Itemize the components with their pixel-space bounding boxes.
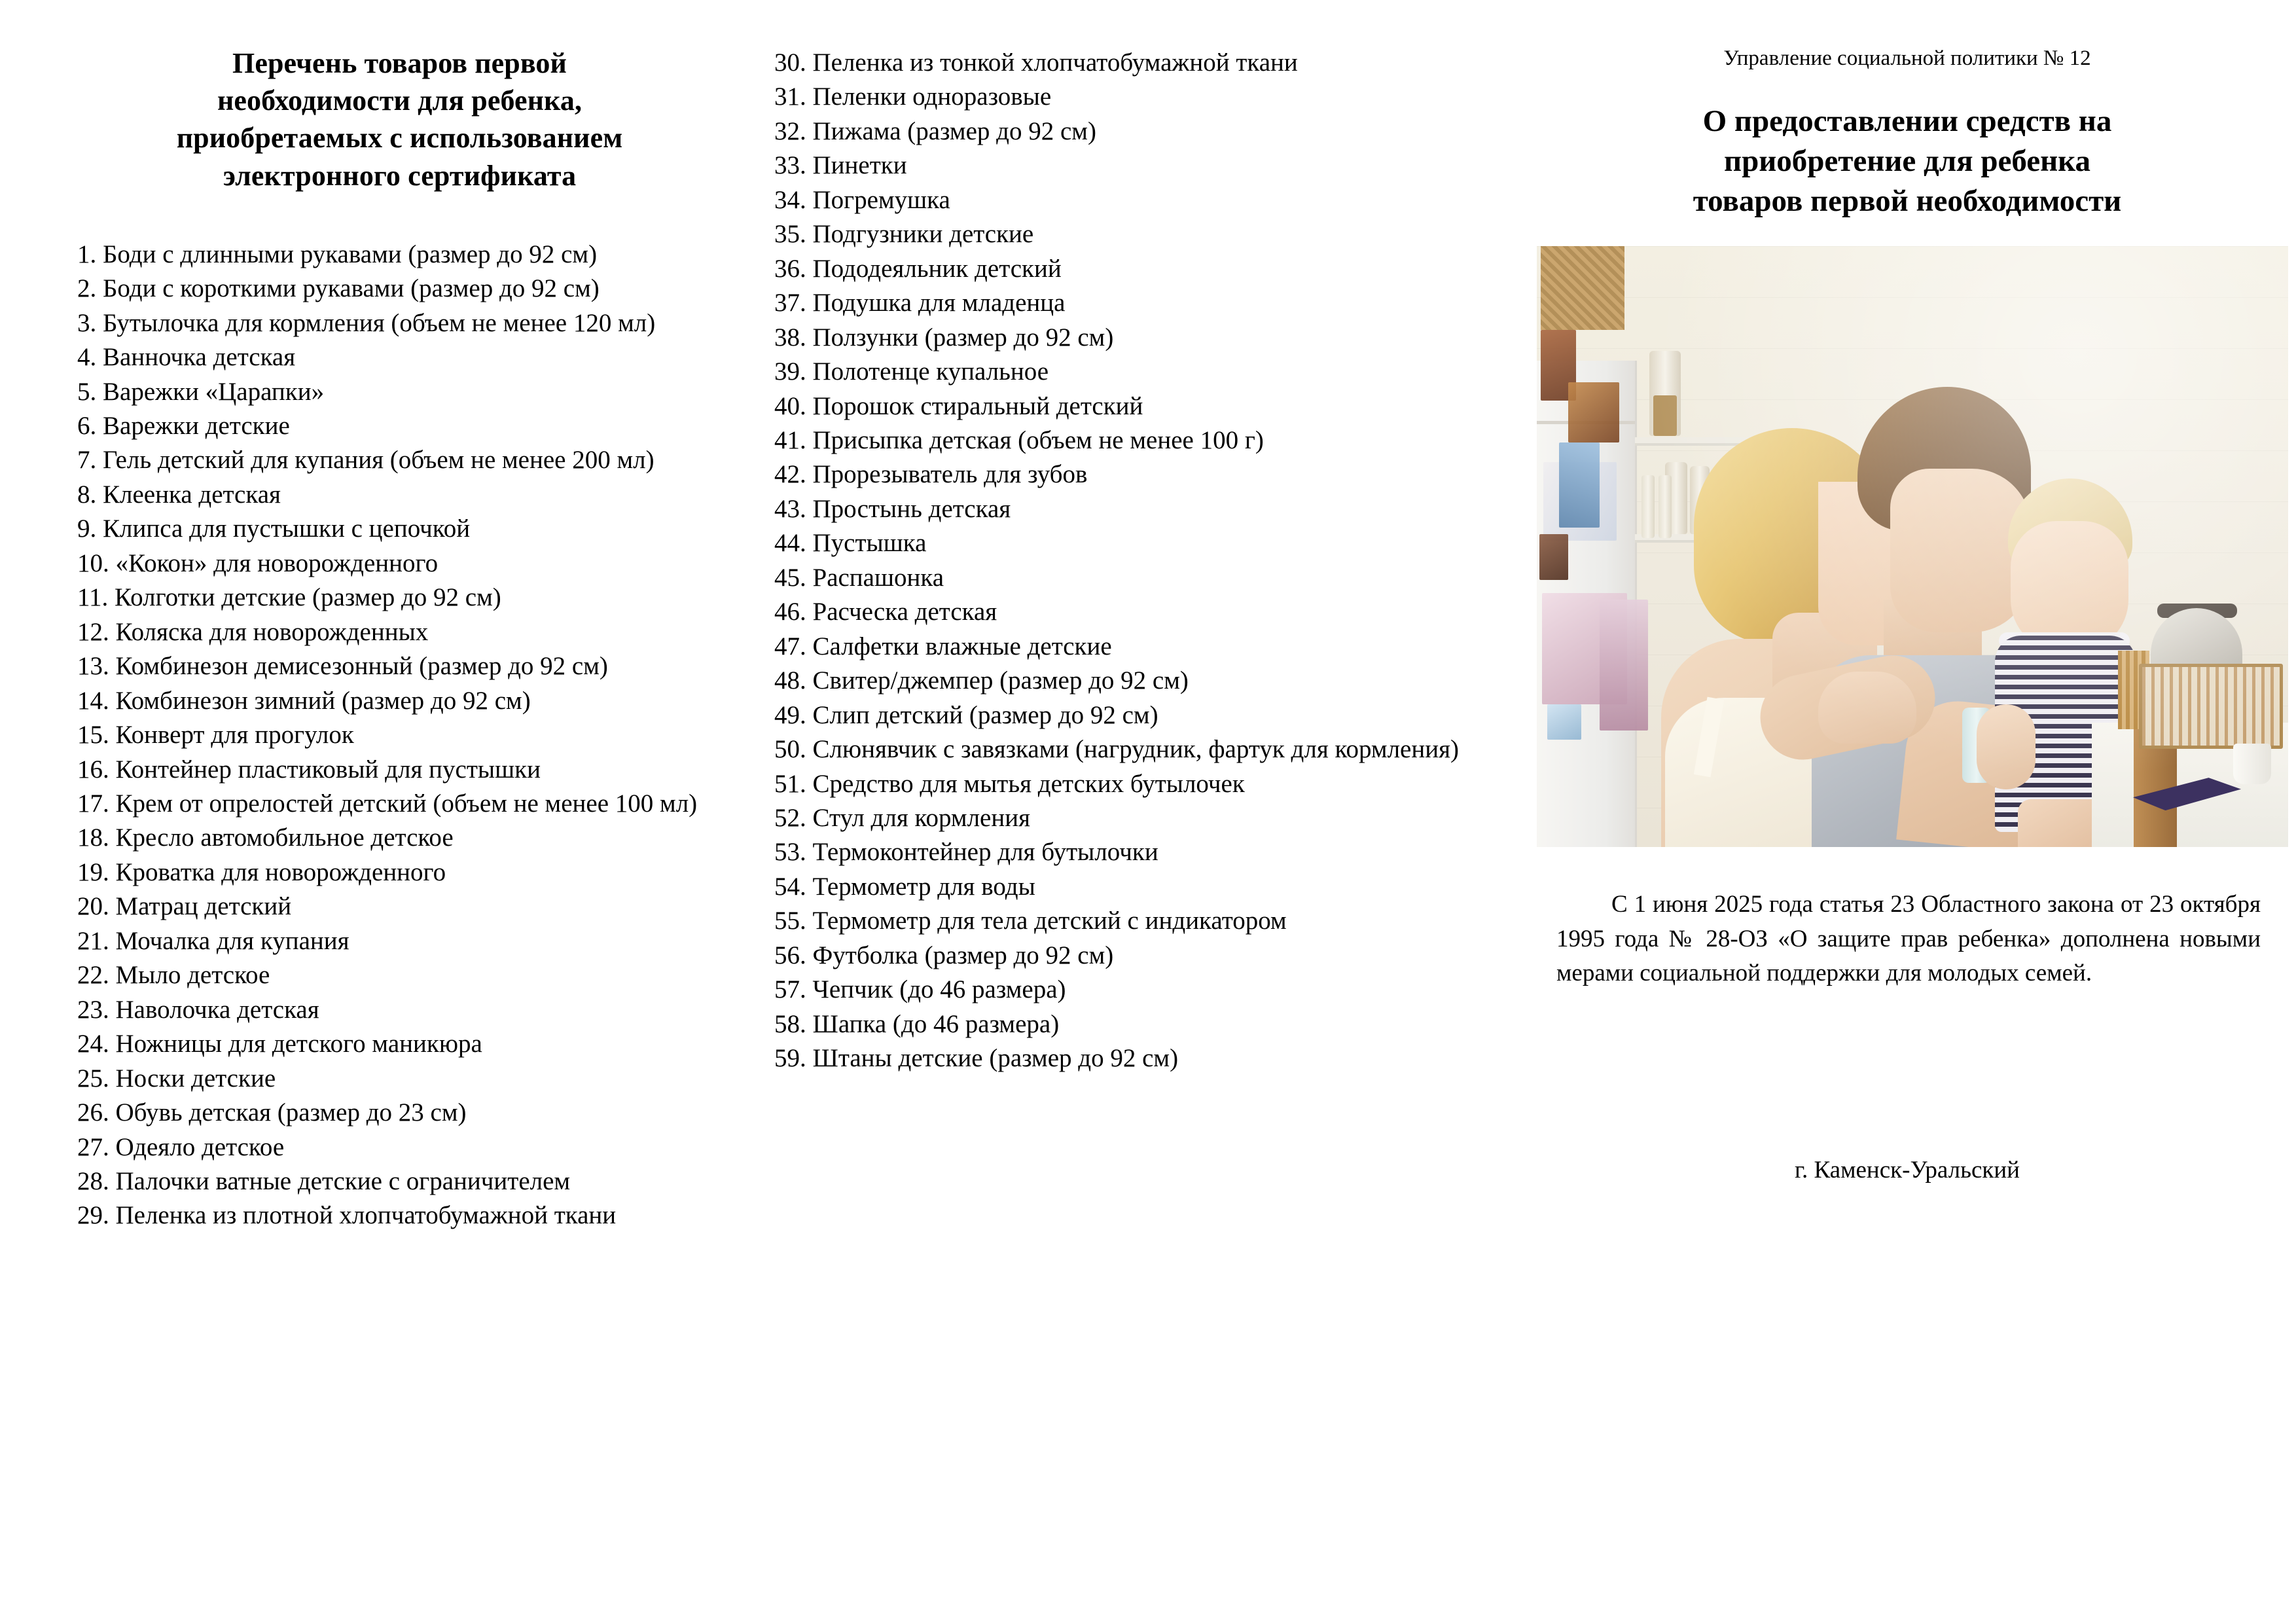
list-item: 33. Пинетки <box>774 151 907 180</box>
heading-line-3: приобретаемых с использованием <box>176 122 623 154</box>
list-item: 3. Бутылочка для кормления (объем не менее 120 мл) <box>77 308 656 337</box>
list-heading <box>77 45 722 194</box>
list-item: 27. Одеяло детское <box>77 1132 285 1161</box>
list-item: 11. Колготки детские (размер до 92 см) <box>77 583 501 612</box>
list-item: 44. Пустышка <box>774 529 927 558</box>
fridge-note-magnet <box>1559 442 1600 528</box>
list-item: 51. Средство для мытья детских бутылочек <box>774 769 1245 798</box>
list-item: 7. Гель детский для купания (объем не менее 200 мл) <box>77 446 655 475</box>
heading-line-1: Перечень товаров первой <box>232 47 567 79</box>
list-item: 46. Расческа детская <box>774 598 997 626</box>
column-three <box>1525 0 2296 1624</box>
list-item: 49. Слип детский (размер до 92 см) <box>774 700 1158 729</box>
list-item: 35. Подгузники детские <box>774 220 1034 249</box>
list-item: 41. Присыпка детская (объем не менее 100 г) <box>774 425 1264 454</box>
list-item: 30. Пеленка из тонкой хлопчатобумажной ткани <box>774 48 1298 77</box>
list-item: 1. Боди с длинными рукавами (размер до 92 см) <box>77 240 598 268</box>
list-item: 17. Крем от опрелостей детский (объем не менее 100 мл) <box>77 789 698 818</box>
list-item: 22. Мыло детское <box>77 961 270 990</box>
fridge-photo-magnet <box>1539 534 1568 580</box>
list-item: 4. Ванночка детская <box>77 343 296 372</box>
list-item: 36. Пододеяльник детский <box>774 254 1062 283</box>
list-item: 8. Клеенка детская <box>77 480 281 509</box>
family-kitchen-photo <box>1537 246 2288 847</box>
list-item: 23. Наволочка детская <box>77 995 319 1024</box>
list-item: 45. Распашонка <box>774 563 944 592</box>
list-item: 25. Носки детские <box>77 1064 276 1092</box>
list-item: 55. Термометр для тела детский с индикатором <box>774 907 1287 935</box>
list-item: 59. Штаны детские (размер до 92 см) <box>774 1044 1179 1073</box>
list-item: 37. Подушка для младенца <box>774 289 1066 317</box>
list-item: 12. Коляска для новорожденных <box>77 617 429 646</box>
list-item: 38. Ползунки (размер до 92 см) <box>774 323 1114 352</box>
list-item: 26. Обувь детская (размер до 23 см) <box>77 1098 467 1127</box>
department-name: Управление социальной политики № 12 <box>1723 46 2091 70</box>
goods-list-part-one <box>77 238 722 1233</box>
list-item: 43. Простынь детская <box>774 494 1011 523</box>
list-item: 50. Слюнявчик с завязками (нагрудник, фартук для кормления) <box>774 735 1460 764</box>
shelf-bottle <box>1641 475 1655 538</box>
list-item: 5. Варежки «Царапки» <box>77 377 325 406</box>
list-item: 28. Палочки ватные детские с ограничителем <box>77 1166 571 1195</box>
title-line-1: О предоставлении средств на <box>1702 103 2112 138</box>
column-one <box>0 0 762 1624</box>
list-item: 14. Комбинезон зимний (размер до 92 см) <box>77 686 531 715</box>
list-item: 32. Пижама (размер до 92 см) <box>774 117 1096 145</box>
list-item: 40. Порошок стиральный детский <box>774 391 1143 420</box>
city-name: г. Каменск-Уральский <box>1794 1156 2020 1183</box>
list-item: 19. Кроватка для новорожденного <box>77 857 446 886</box>
list-item: 29. Пеленка из плотной хлопчатобумажной ткани <box>77 1201 617 1230</box>
baby-arm <box>1977 704 2036 789</box>
list-item: 24. Ножницы для детского маникюра <box>77 1030 482 1058</box>
list-item: 18. Кресло автомобильное детское <box>77 823 454 852</box>
heading-line-4: электронного сертификата <box>223 159 577 192</box>
list-item: 13. Комбинезон демисезонный (размер до 92 см) <box>77 652 608 681</box>
list-item: 15. Конверт для прогулок <box>77 721 354 749</box>
list-item: 20. Матрац детский <box>77 892 292 921</box>
list-item: 58. Шапка (до 46 размера) <box>774 1009 1060 1038</box>
dish-drying-rack <box>2139 664 2283 749</box>
list-item: 57. Чепчик (до 46 размера) <box>774 975 1066 1004</box>
fridge-photo-magnet <box>1568 382 1619 442</box>
list-item: 52. Стул для кормления <box>774 803 1031 832</box>
fridge-calendar <box>1600 600 1648 731</box>
shelf-bottle <box>1659 475 1672 538</box>
wicker-basket <box>1541 246 1624 330</box>
column-two <box>762 0 1525 1624</box>
list-item: 31. Пеленки одноразовые <box>774 82 1052 111</box>
list-item: 34. Погремушка <box>774 185 950 214</box>
title-line-3: товаров первой необходимости <box>1693 184 2122 219</box>
list-item: 39. Полотенце купальное <box>774 357 1049 386</box>
photo-canvas <box>1537 246 2288 847</box>
list-item: 53. Термоконтейнер для бутылочки <box>774 838 1158 867</box>
list-item: 48. Свитер/джемпер (размер до 92 см) <box>774 666 1189 695</box>
list-item: 54. Термометр для воды <box>774 872 1035 901</box>
mother-hand <box>1818 672 1916 744</box>
title-line-2: приобретение для ребенка <box>1723 143 2091 178</box>
storage-jar <box>1649 351 1681 436</box>
list-item: 16. Контейнер пластиковый для пустышки <box>77 755 541 784</box>
mug <box>2233 744 2271 784</box>
fridge-note-magnet <box>1547 704 1581 740</box>
list-item: 6. Варежки детские <box>77 412 290 441</box>
list-item: 2. Боди с короткими рукавами (размер до 92 см) <box>77 274 600 303</box>
law-paragraph: С 1 июня 2025 года статья 23 Областного закона от 23 октября 1995 года № 28-ОЗ «О защите прав ребенка» дополнена новыми мерами социальной поддержки для молодых семей. <box>1556 891 2261 987</box>
list-item: 10. «Кокон» для новорожденного <box>77 549 439 577</box>
list-item: 9. Клипса для пустышки с цепочкой <box>77 514 471 543</box>
brochure-title <box>1545 101 2270 221</box>
goods-list-part-two <box>774 45 1484 1076</box>
list-item: 21. Мочалка для купания <box>77 926 350 955</box>
list-item: 47. Салфетки влажные детские <box>774 632 1112 660</box>
list-item: 42. Прорезыватель для зубов <box>774 460 1088 489</box>
list-item: 56. Футболка (размер до 92 см) <box>774 941 1114 969</box>
heading-line-2: необходимости для ребенка, <box>217 84 583 117</box>
